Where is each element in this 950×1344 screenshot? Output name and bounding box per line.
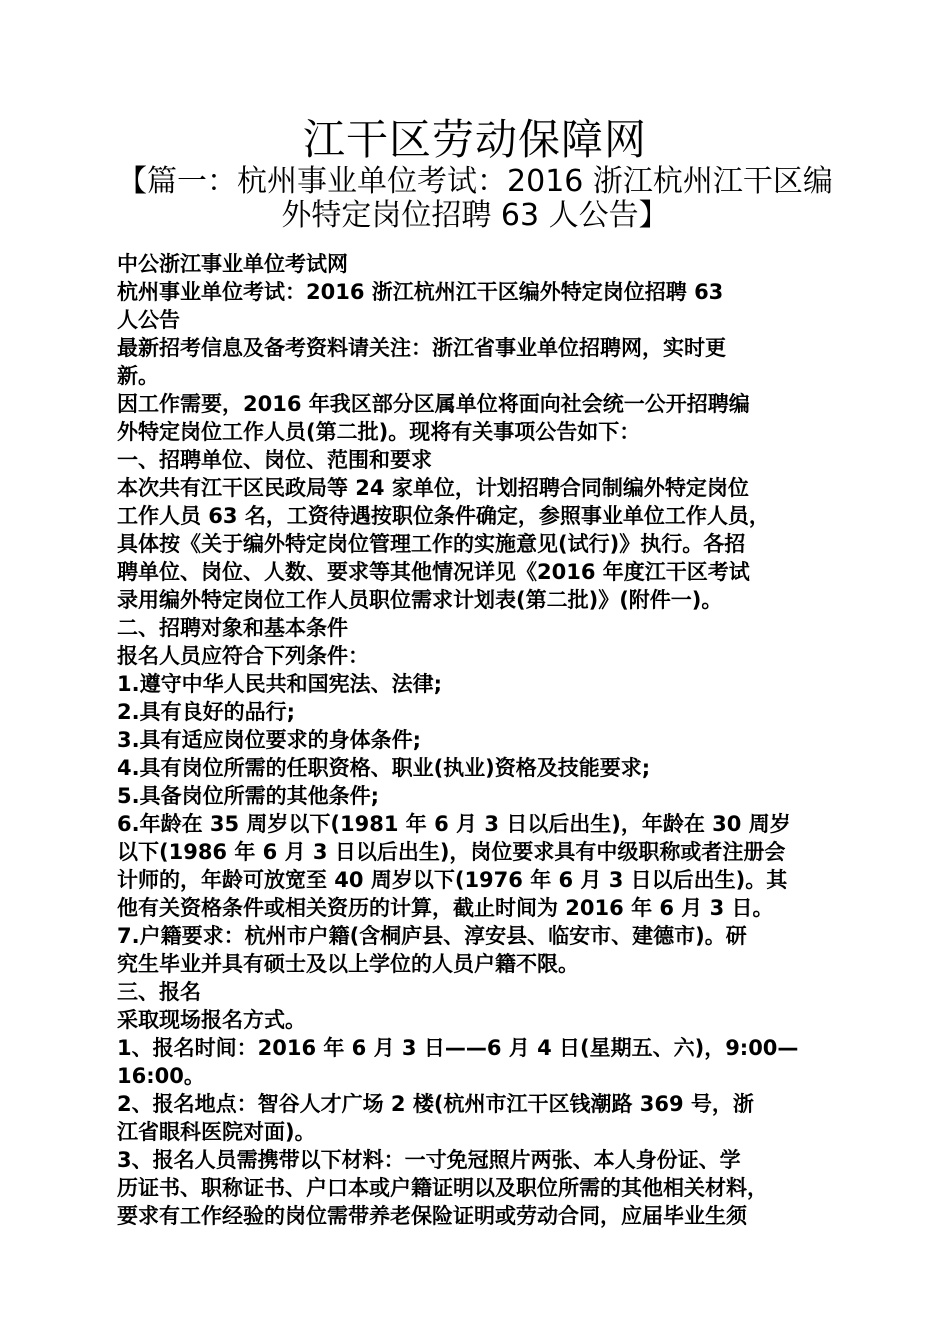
body-text-line: 最新招考信息及备考资料请关注：浙江省事业单位招聘网，实时更 <box>117 336 726 360</box>
body-text-line: 江省眼科医院对面)。 <box>117 1120 316 1144</box>
body-text-line: 聘单位、岗位、人数、要求等其他情况详见《2016 年度江干区考试 <box>117 560 750 584</box>
body-text-line: 以下(1986 年 6 月 3 日以后出生)，岗位要求具有中级职称或者注册会 <box>117 840 786 864</box>
body-text-line: 3、报名人员需携带以下材料：一寸免冠照片两张、本人身份证、学 <box>117 1148 741 1172</box>
body-text-line: 历证书、职称证书、户口本或户籍证明以及职位所需的其他相关材料， <box>117 1176 768 1200</box>
body-text-line: 外特定岗位工作人员(第二批)。现将有关事项公告如下： <box>117 420 641 444</box>
body-text-line: 杭州事业单位考试：2016 浙江杭州江干区编外特定岗位招聘 63 <box>117 280 724 304</box>
body-text-line: 人公告 <box>117 308 180 332</box>
document-body <box>117 250 839 1230</box>
body-text-line: 3.具有适应岗位要求的身体条件; <box>117 728 421 752</box>
body-text-line: 他有关资格条件或相关资历的计算，截止时间为 2016 年 6 月 3 日。 <box>117 896 774 920</box>
body-text-line: 本次共有江干区民政局等 24 家单位，计划招聘合同制编外特定岗位 <box>117 476 749 500</box>
body-text-line: 中公浙江事业单位考试网 <box>117 252 348 276</box>
body-text-line: 2.具有良好的品行; <box>117 700 295 724</box>
body-text-line: 新。 <box>117 364 159 388</box>
body-text-line: 计师的，年龄可放宽至 40 周岁以下(1976 年 6 月 3 日以后出生)。其 <box>117 868 788 892</box>
body-text-line: 4.具有岗位所需的任职资格、职业(执业)资格及技能要求; <box>117 756 651 780</box>
body-text-line: 究生毕业并具有硕士及以上学位的人员户籍不限。 <box>117 952 579 976</box>
body-text-line: 采取现场报名方式。 <box>117 1008 306 1032</box>
body-text-line: 6.年龄在 35 周岁以下(1981 年 6 月 3 日以后出生)，年龄在 30 周岁 <box>117 812 791 836</box>
document-title: 江干区劳动保障网 <box>302 115 647 164</box>
body-text-line: 具体按《关于编外特定岗位管理工作的实施意见(试行)》执行。各招 <box>117 532 746 556</box>
body-text-line: 2、报名地点：智谷人才广场 2 楼(杭州市江干区钱潮路 369 号，浙 <box>117 1092 754 1116</box>
body-text-line: 16:00。 <box>117 1064 205 1088</box>
body-text-line: 工作人员 63 名，工资待遇按职位条件确定，参照事业单位工作人员， <box>117 504 770 528</box>
body-text-line: 1.遵守中华人民共和国宪法、法律; <box>117 672 442 696</box>
body-text-line: 二、招聘对象和基本条件 <box>117 616 348 640</box>
subtitle-line: 外特定岗位招聘 63 人公告】 <box>281 198 669 233</box>
subtitle-line: 【篇一：杭州事业单位考试：2016 浙江杭州江干区编 <box>117 164 833 199</box>
body-text-line: 三、报名 <box>117 980 201 1004</box>
body-text-line: 因工作需要，2016 年我区部分区属单位将面向社会统一公开招聘编 <box>117 392 750 416</box>
body-text-line: 一、招聘单位、岗位、范围和要求 <box>117 448 432 472</box>
body-text-line: 要求有工作经验的岗位需带养老保险证明或劳动合同，应届毕业生须 <box>117 1204 747 1228</box>
body-text-line: 1、报名时间：2016 年 6 月 3 日——6 月 4 日(星期五、六)，9:00— <box>117 1036 799 1060</box>
body-text-line: 录用编外特定岗位工作人员职位需求计划表(第二批)》(附件一)。 <box>117 588 723 612</box>
body-text-line: 7.户籍要求：杭州市户籍(含桐庐县、淳安县、临安市、建德市)。研 <box>117 924 747 948</box>
body-text-line: 5.具备岗位所需的其他条件; <box>117 784 379 808</box>
body-text-line: 报名人员应符合下列条件： <box>117 644 369 668</box>
document-subtitle <box>110 165 840 233</box>
